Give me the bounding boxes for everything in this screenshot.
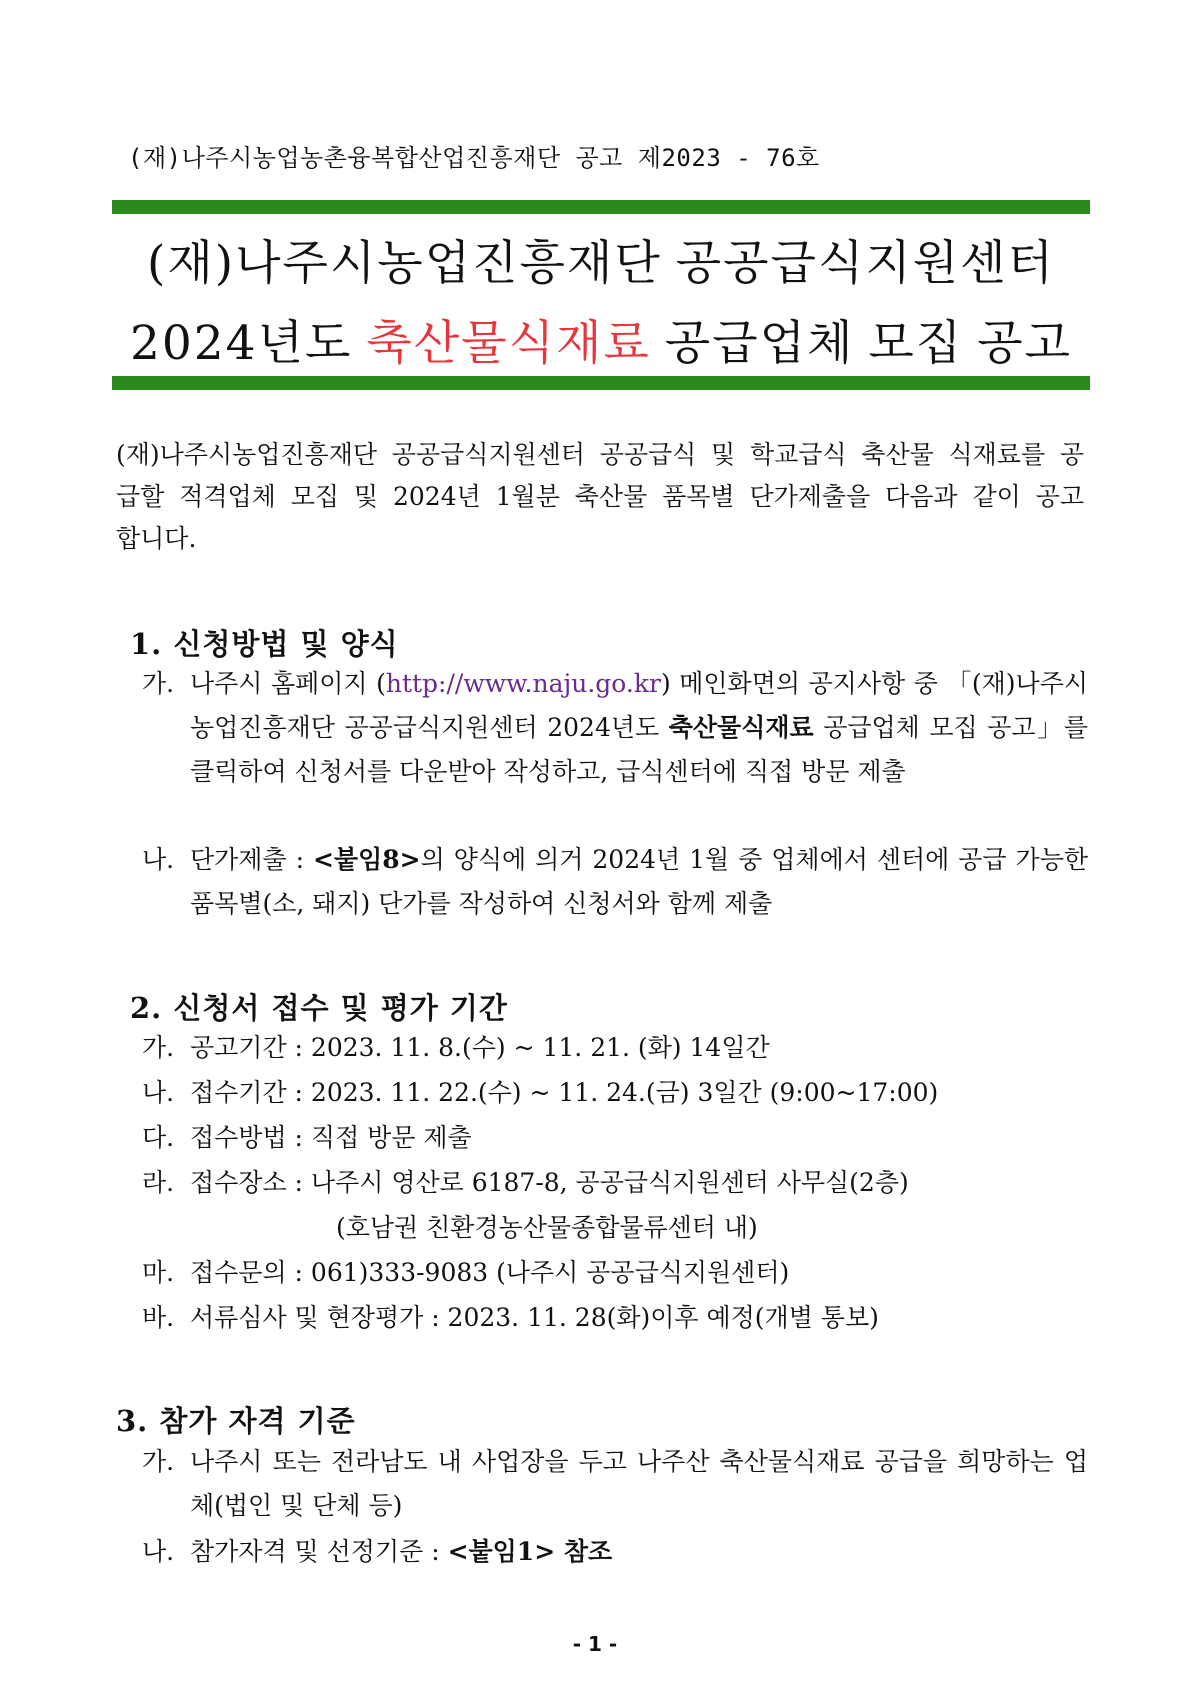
- item-text-part: 공급업체 모집 공고」를 클릭하여 신청서를 다운받아 작성하고, 급식센터에 직접 방문 제출: [190, 713, 1088, 786]
- schedule-text: 접수방법 : 직접 방문 제출: [190, 1123, 472, 1152]
- title-word: 공급업체: [664, 316, 855, 371]
- title-word: 공고: [977, 316, 1073, 371]
- title-word: (재)나주시농업진흥재단: [147, 236, 662, 291]
- schedule-text: 접수문의 : 061)333-9083 (나주시 공공급식지원센터): [190, 1258, 790, 1287]
- item-text: [190, 838, 1088, 926]
- section-1-item-a: [142, 662, 1088, 794]
- schedule-text: 접수기간 : 2023. 11. 22.(수) ~ 11. 24.(금) 3일간 (9:00~17:00): [190, 1078, 939, 1107]
- title-word: 2024년도: [129, 316, 353, 371]
- item-text: 참가자격 및 선정기준 :: [190, 1537, 448, 1566]
- item-bold-text: 축산물식재료: [668, 713, 814, 742]
- section-3-item-a: [142, 1440, 1088, 1528]
- attachment-ref: <붙임1> 참조: [447, 1537, 613, 1566]
- section-3-item-b: [142, 1530, 612, 1574]
- item-marker: 나.: [142, 845, 175, 874]
- section-3-heading: 3. 참가 자격 기준: [116, 1404, 356, 1438]
- notice-number: (재)나주시농업농촌융복합산업진흥재단 공고 제2023 - 76호: [128, 144, 820, 172]
- item-text: [190, 662, 1088, 794]
- page-number: - 1 -: [572, 1632, 618, 1656]
- item-text: 나주시 또는 전라남도 내 사업장을 두고 나주산 축산물식재료 공급을 희망하는 업체(법인 및 단체 등): [190, 1447, 1088, 1520]
- schedule-row: [142, 1026, 770, 1070]
- homepage-link[interactable]: http://www.naju.go.kr: [385, 669, 661, 698]
- item-marker: 라.: [142, 1168, 175, 1197]
- schedule-text: 서류심사 및 현장평가 : 2023. 11. 28(화)이후 예정(개별 통보): [190, 1303, 879, 1332]
- title-highlight: 축산물식재료: [366, 316, 651, 371]
- section-1-heading: 1. 신청방법 및 양식: [130, 627, 399, 661]
- schedule-row: [142, 1161, 909, 1205]
- item-marker: 가.: [142, 1033, 175, 1062]
- item-marker: 마.: [142, 1258, 175, 1287]
- schedule-row: [142, 1296, 879, 1340]
- item-marker: 나.: [142, 1537, 175, 1566]
- schedule-text: 접수장소 : 나주시 영산로 6187-8, 공공급식지원센터 사무실(2층): [190, 1168, 909, 1197]
- section-2-heading: 2. 신청서 접수 및 평가 기간: [130, 991, 508, 1025]
- attachment-ref: <붙임8>: [312, 845, 421, 874]
- item-text-part: ) 메인화면의 공지사항 중 「(재)나주시농업진흥재단 공공급식지원센터 2024년도: [190, 669, 1089, 742]
- section-1-item-b: [142, 838, 1088, 926]
- item-marker: 나.: [142, 1078, 175, 1107]
- schedule-row: [142, 1071, 938, 1115]
- item-text-part: 단가제출 :: [190, 845, 313, 874]
- schedule-row: [142, 1116, 472, 1160]
- item-marker: 가.: [142, 1447, 175, 1476]
- item-marker: 다.: [142, 1123, 175, 1152]
- title-word: 공공급식지원센터: [675, 236, 1055, 291]
- title-top-rule: [112, 200, 1090, 214]
- intro-paragraph: (재)나주시농업진흥재단 공공급식지원센터 공공급식 및 학교급식 축산물 식재료를 공급할 적격업체 모집 및 2024년 1월분 축산물 품목별 단가제출을 다음과 같이 공고합니다.: [116, 440, 1084, 553]
- schedule-text: 공고기간 : 2023. 11. 8.(수) ~ 11. 21. (화) 14일간: [190, 1033, 770, 1062]
- item-text-part: 나주시 홈페이지 (: [190, 669, 386, 698]
- title-line-1: [112, 226, 1090, 293]
- title-line-2: [112, 306, 1090, 373]
- title-bottom-rule: [112, 376, 1090, 390]
- schedule-row: [142, 1251, 789, 1295]
- schedule-row-continuation: (호남권 친환경농산물종합물류센터 내): [336, 1213, 758, 1242]
- item-text-part: 의 양식에 의거 2024년 1월 중 업체에서 센터에 공급 가능한 품목별(소, 돼지) 단가를 작성하여 신청서와 함께 제출: [190, 845, 1088, 918]
- item-marker: 바.: [142, 1303, 175, 1332]
- item-marker: 가.: [142, 669, 175, 698]
- title-word: 모집: [868, 316, 964, 371]
